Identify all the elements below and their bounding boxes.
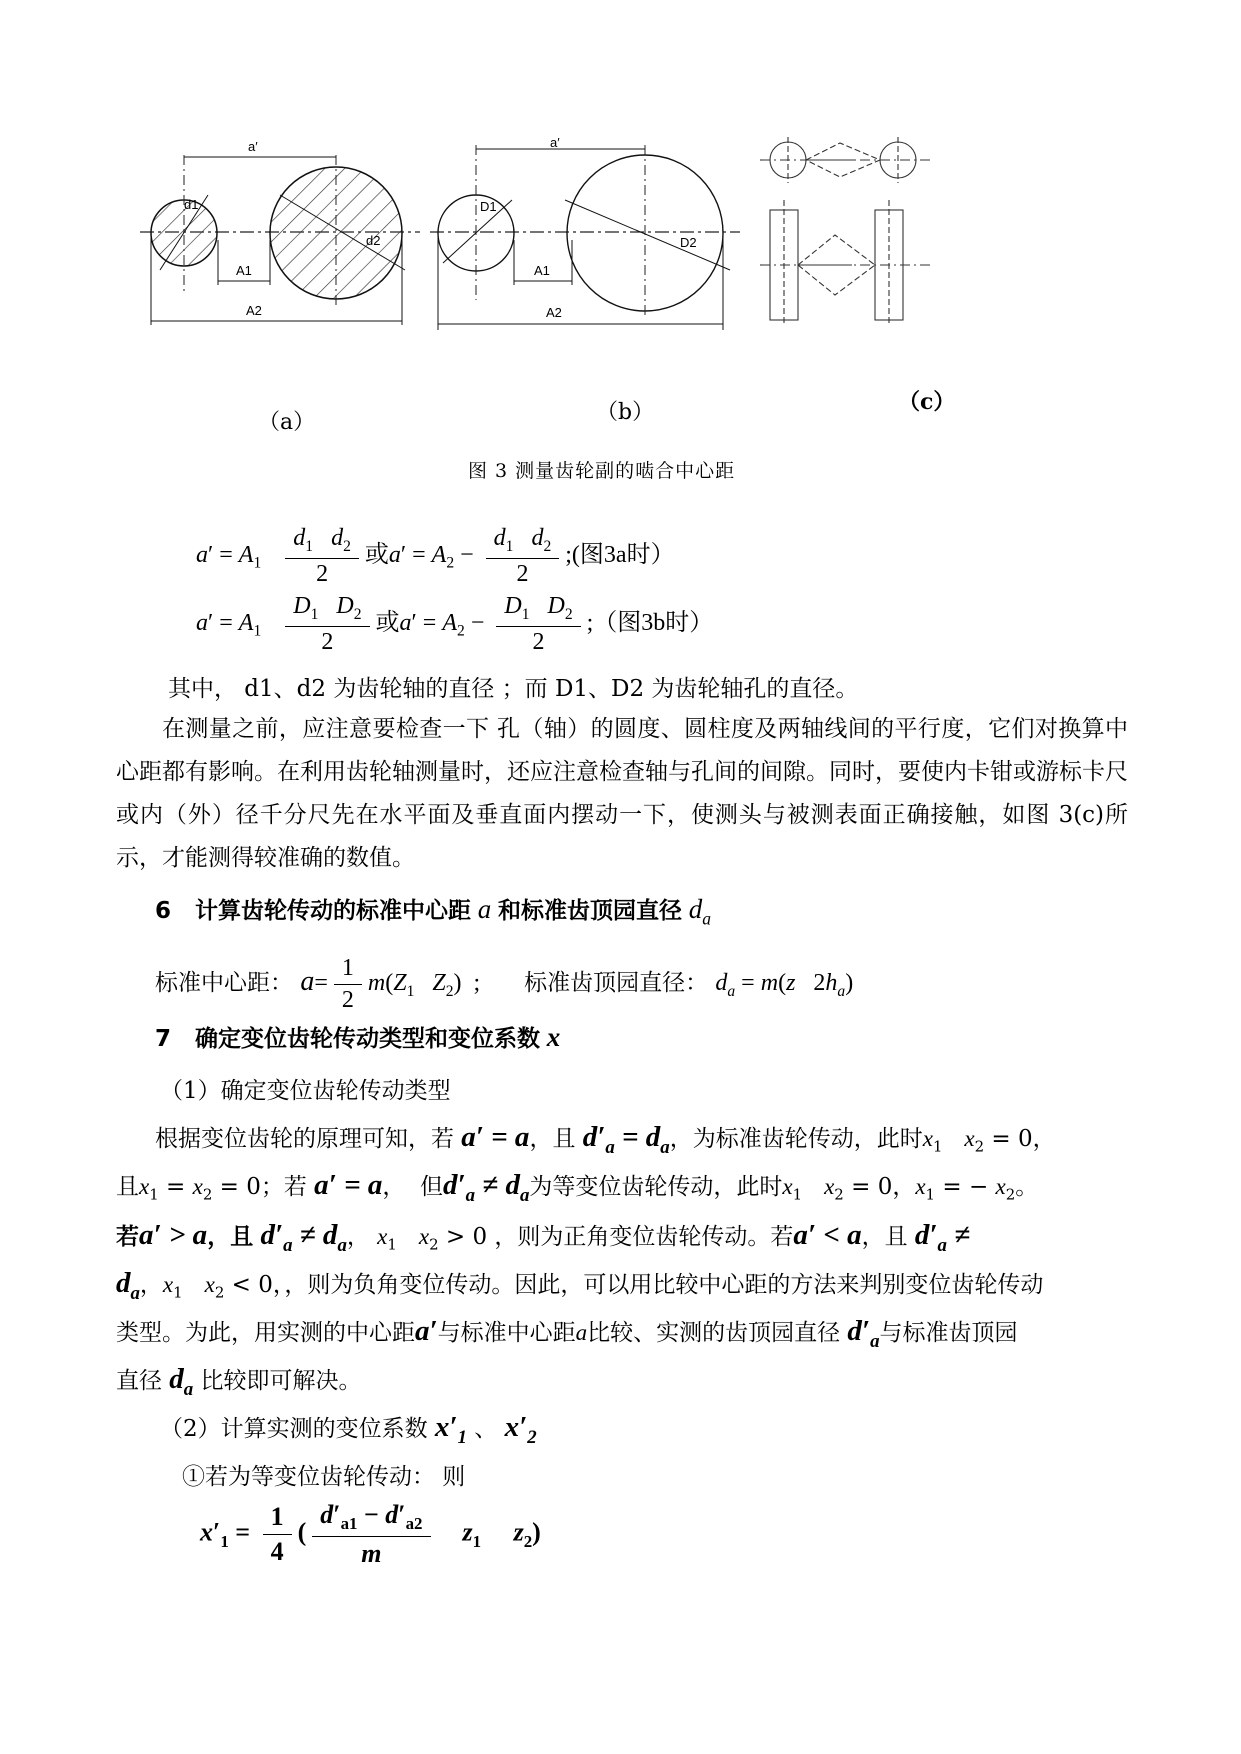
heading-6-text: 计算齿轮传动的标准中心距 — [195, 898, 472, 924]
heading-6-mid: 和标准齿顶园直径 — [498, 898, 683, 924]
para2-line4: $d_a$，$x_1$ $x_2 < 0$，，则为负角变位传动。因此，可以用比较中心距的方法来判别变位齿轮传动 — [116, 1267, 1044, 1304]
or-1: 或 — [364, 541, 389, 568]
para2-line3: 若a′ > a，且 $d'_a \ne d_a$， $x_1$ $x_2 > 0$ ，则为正角变位齿轮传动。若a′ < a，且 $d'_a$ ≠ — [116, 1219, 971, 1256]
p2-l5-b: 与标准中心距 — [437, 1320, 576, 1346]
heading-6-number: 6 — [155, 898, 172, 924]
sub-heading-1: （1）确定变位齿轮传动类型 — [160, 1078, 451, 1104]
paragraph-measure: 在测量之前，应注意要检查一下 孔（轴）的圆度、圆柱度及两轴线间的平行度，它们对换算中心距都有影响。在利用齿轮轴测量时，还应注意检查轴与孔间的间隙。同时，要使内卡钳或游标卡尺或内（外）径千分尺先在水平面及垂直面内摆动一下，使测头与被测表面正确接触，如图 3(c)所示，才能测得较准确的数值。 — [116, 716, 1128, 871]
caption-c: （c） — [898, 389, 956, 415]
std-formulas: 标准中心距： a= $\frac{1}{2}$ $m(Z_1$ $Z_2$) ; 标准齿顶园直径： $d_a = m(z$ $2h_a$) — [155, 955, 854, 1013]
panel-c-drawing — [760, 137, 930, 325]
heading-7-number: 7 — [155, 1026, 172, 1052]
label-D1-b: D1 — [480, 199, 497, 214]
figure-title: 图 3 测量齿轮副的啮合中心距 — [468, 460, 736, 482]
label-a-prime-a: a′ — [248, 139, 258, 154]
p2-l5-d: 与标准齿顶园 — [879, 1320, 1018, 1346]
sub-heading-2: （2）计算实测的变位系数 $x'_1$ 、 $x'_2$ — [160, 1411, 537, 1448]
caption-a: （a） — [258, 410, 316, 435]
equation-x1: $x'_1$ = $\frac{1}{4}$ ( $\frac{d'_{a1} - d'_{a2}}{m}$ $z_1$ $z_2$) — [200, 1500, 541, 1569]
p2-l3-c: ，则为正角变位齿轮传动。若 — [494, 1224, 794, 1250]
equation-3a: $a' = A_1$ $\frac{d_1 d_2}{2}$ 或$a' = A_2$ − $\frac{d_1 d_2}{2}$ ;(图3a时） — [196, 525, 675, 587]
p2-l1-c: ，为标准齿轮传动，此时 — [669, 1126, 923, 1152]
or-2: 或 — [375, 609, 400, 636]
case-1: ①若为等变位齿轮传动： 则 — [182, 1464, 466, 1490]
p2-l3-a: 若 — [116, 1223, 139, 1250]
p2-l2-d: 为等变位齿轮传动，此时 — [529, 1174, 783, 1200]
p2-l3-d: ，且 — [861, 1224, 908, 1250]
label-D2-b: D2 — [680, 235, 697, 250]
heading-7: 7 确定变位齿轮传动类型和变位系数 x — [155, 1022, 561, 1052]
heading-7-text: 确定变位齿轮传动类型和变位系数 — [195, 1026, 541, 1052]
label-a-prime-b: a′ — [550, 135, 560, 150]
p2-l6-a: 直径 — [116, 1368, 162, 1394]
heading-6: 6 计算齿轮传动的标准中心距 a 和标准齿顶园直径 $d_a$ — [155, 894, 712, 929]
where-line: 其中， d1、d2 为齿轮轴的直径 ；而 D1、D2 为齿轮轴孔的直径。 — [168, 676, 859, 702]
figure-3-diagram — [140, 135, 1080, 350]
equation-3b-tail: ;（图3b时） — [586, 609, 714, 636]
p2-l2-c: 但 — [419, 1174, 443, 1200]
std-center-label: 标准中心距： — [155, 970, 293, 997]
equation-3b: $a' = A_1$ $\frac{D_1 D_2}{2}$ 或$a' = A_2$ − $\frac{D_1 D_2}{2}$ ;（图3b时） — [196, 593, 714, 655]
label-A1-a: A1 — [236, 263, 252, 278]
para2-line1: 根据变位齿轮的原理可知，若 a′ = a，且 $d'_a = d_a$，为标准齿轮传动，此时$x_1$ $x_2 = 0$， — [155, 1121, 1056, 1158]
label-A2-a: A2 — [246, 303, 262, 318]
p2-l2-a: 且 — [116, 1174, 139, 1200]
p2-l5-a: 类型。为此，用实测的中心距 — [116, 1320, 415, 1346]
para2-line5: 类型。为此，用实测的中心距a′与标准中心距a比较、实测的齿顶园直径 $d'_a$与标准齿顶园 — [116, 1315, 1018, 1352]
p2-l4-a: ，则为负角变位传动。因此，可以用比较中心距的方法来判别变位齿轮传动 — [284, 1272, 1044, 1298]
label-d2-a: d2 — [366, 233, 381, 248]
para2-line6: 直径 $d_a$ 比较即可解决。 — [116, 1363, 362, 1400]
p2-l1-b: ，且 — [529, 1126, 576, 1152]
std-tip-label: 标准齿顶园直径： — [524, 970, 709, 997]
label-A2-b: A2 — [546, 305, 562, 320]
p2-l6-b: 比较即可解决。 — [200, 1368, 362, 1394]
sub-heading-2-sep: 、 — [474, 1416, 498, 1442]
equation-3a-tail: ;(图3a时） — [565, 541, 675, 568]
label-A1-b: A1 — [534, 263, 550, 278]
label-d1-a: d1 — [184, 197, 199, 212]
sub-heading-2-text: （2）计算实测的变位系数 — [160, 1416, 428, 1442]
p2-l1-a: 根据变位齿轮的原理可知，若 — [155, 1126, 454, 1152]
para2-line2: 且$x_1 = x_2 = 0$；若 a′ = a， 但$d'_a \ne d_a$为等变位齿轮传动，此时$x_1$ $x_2 = 0$，$x_1$ = − $x_2$。 — [116, 1169, 1039, 1206]
p2-l5-c: 比较、实测的齿顶园直径 — [587, 1320, 841, 1346]
caption-b: （b） — [596, 400, 655, 425]
p2-l2-b: ；若 — [260, 1174, 307, 1200]
p2-l3-b: ，且 — [207, 1223, 254, 1250]
